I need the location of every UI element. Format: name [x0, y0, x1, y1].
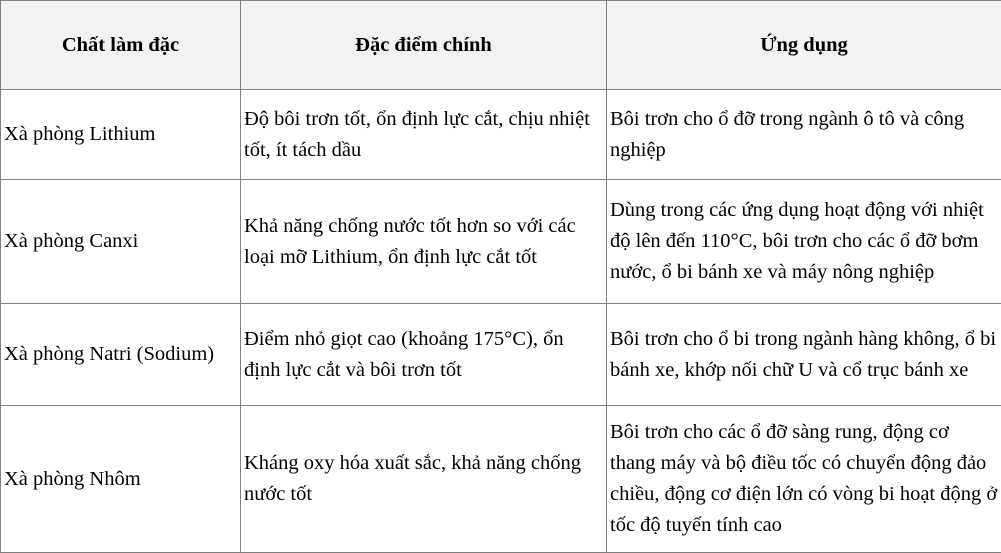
cell-features: Kháng oxy hóa xuất sắc, khả năng chống nước tốt [241, 406, 607, 553]
table-header [1, 1, 1001, 90]
cell-applications: Bôi trơn cho các ổ đỡ sàng rung, động cơ thang máy và bộ điều tốc có chuyển động đảo chiều, động cơ điện lớn có vòng bi hoạt động ở tốc độ tuyến tính cao [607, 406, 1001, 553]
header-main-features: Đặc điểm chính [241, 1, 607, 90]
table-row [1, 304, 1001, 406]
table-row [1, 406, 1001, 553]
cell-features: Khả năng chống nước tốt hơn so với các loại mỡ Lithium, ổn định lực cắt tốt [241, 180, 607, 304]
header-thickener: Chất làm đặc [1, 1, 241, 90]
cell-features: Độ bôi trơn tốt, ổn định lực cắt, chịu nhiệt tốt, ít tách dầu [241, 90, 607, 180]
header-applications: Ứng dụng [607, 1, 1001, 90]
cell-thickener: Xà phòng Natri (Sodium) [1, 304, 241, 406]
table-body [1, 90, 1001, 553]
table-row [1, 180, 1001, 304]
table-row [1, 90, 1001, 180]
cell-applications: Dùng trong các ứng dụng hoạt động với nhiệt độ lên đến 110°C, bôi trơn cho các ổ đỡ bơm nước, ổ bi bánh xe và máy nông nghiệp [607, 180, 1001, 304]
header-row [1, 1, 1001, 90]
cell-thickener: Xà phòng Canxi [1, 180, 241, 304]
cell-applications: Bôi trơn cho ổ đỡ trong ngành ô tô và công nghiệp [607, 90, 1001, 180]
cell-features: Điểm nhỏ giọt cao (khoảng 175°C), ổn định lực cắt và bôi trơn tốt [241, 304, 607, 406]
cell-thickener: Xà phòng Nhôm [1, 406, 241, 553]
cell-applications: Bôi trơn cho ổ bi trong ngành hàng không, ổ bi bánh xe, khớp nối chữ U và cổ trục bánh xe [607, 304, 1001, 406]
cell-thickener: Xà phòng Lithium [1, 90, 241, 180]
